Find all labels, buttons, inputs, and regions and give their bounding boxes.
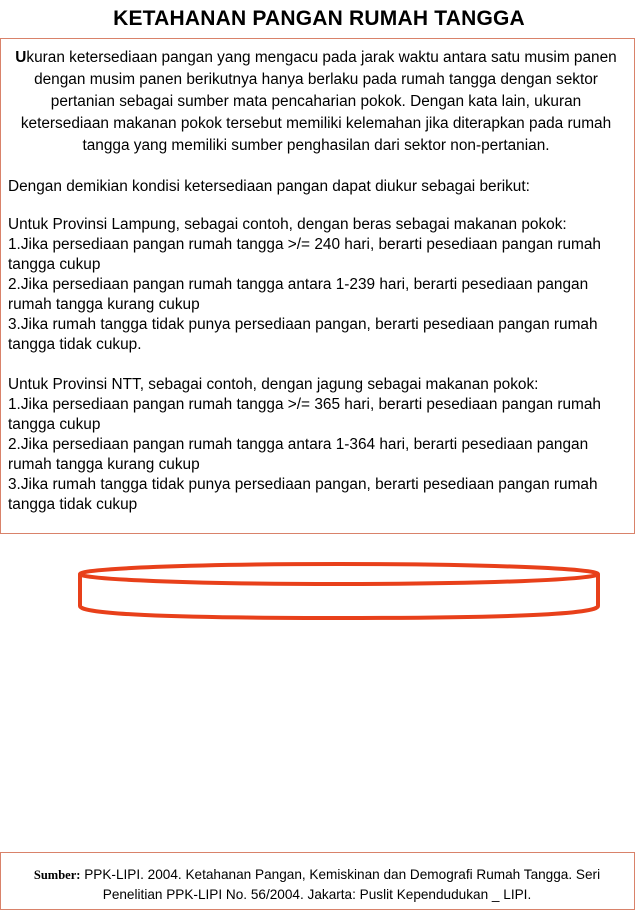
ntt-section — [8, 375, 628, 515]
ntt-item-2: 2.Jika persediaan pangan rumah tangga antara 1-364 hari, berarti pesediaan pangan rumah tangga kurang cukup — [8, 436, 593, 473]
lampung-section — [8, 215, 628, 355]
source-box — [0, 852, 635, 910]
content-box — [0, 38, 635, 534]
intro-text: kuran ketersediaan pangan yang mengacu pada jarak waktu antara satu musim panen dengan musim panen berikutnya hanya berlaku pada rumah tangga dengan sektor pertanian sebagai sumber mata pencaharian pokok. Dengan kata lain, ukuran ketersediaan makanan pokok tersebut memiliki kelemahan jika diterapkan pada rumah tangga yang memiliki sumber penghasilan dari sektor non-pertanian. — [20, 49, 617, 154]
oval-shape — [74, 560, 604, 622]
source-text: PPK-LIPI. 2004. Ketahanan Pangan, Kemiskinan dan Demografi Rumah Tangga. Seri Penelitian PPK-LIPI No. 56/2004. Jakarta: Puslit Kependudukan _ LIPI. — [80, 867, 601, 902]
intro-paragraph — [5, 47, 627, 157]
ntt-item-3: 3.Jika rumah tangga tidak punya persediaan pangan, berarti pesediaan pangan rumah tangga tidak cukup — [8, 476, 602, 513]
page-title: KETAHANAN PANGAN RUMAH TANGGA — [113, 7, 525, 30]
lampung-item-2: 2.Jika persediaan pangan rumah tangga antara 1-239 hari, berarti pesediaan pangan rumah tangga kurang cukup — [8, 276, 593, 313]
source-label: Sumber: — [33, 868, 81, 882]
source-citation — [11, 865, 623, 904]
lampung-item-1: 1.Jika persediaan pangan rumah tangga >/= 240 hari, berarti pesediaan pangan rumah tangga cukup — [8, 236, 606, 273]
lampung-item-3: 3.Jika rumah tangga tidak punya persediaan pangan, berarti pesediaan pangan rumah tangga tidak cukup. — [8, 316, 602, 353]
ntt-heading: Untuk Provinsi NTT, sebagai contoh, dengan jagung sebagai makanan pokok: — [8, 376, 539, 393]
lampung-heading: Untuk Provinsi Lampung, sebagai contoh, dengan beras sebagai makanan pokok: — [8, 216, 567, 233]
ntt-item-1: 1.Jika persediaan pangan rumah tangga >/= 365 hari, berarti pesediaan pangan rumah tangga cukup — [8, 396, 606, 433]
intro-first-letter: U — [15, 49, 27, 66]
measure-intro: Dengan demikian kondisi ketersediaan pangan dapat diukur sebagai berikut: — [8, 178, 530, 195]
oval-top — [80, 564, 598, 584]
